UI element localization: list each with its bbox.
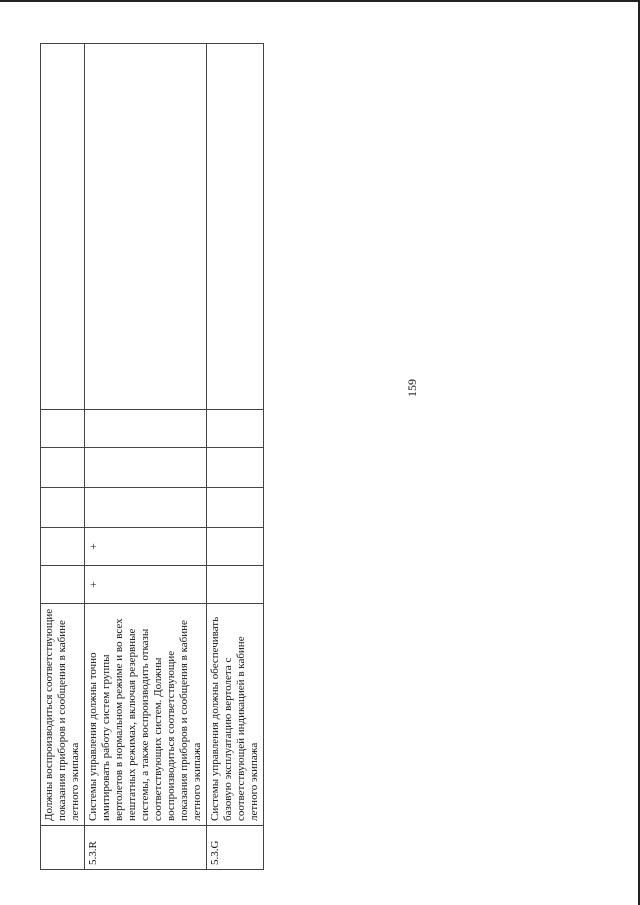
mark-cell [207,528,264,566]
requirements-table [40,43,264,870]
table-row [85,44,207,870]
mark-cell [85,410,207,448]
mark-cell [41,448,85,488]
row-text-cell: Должны воспроизводиться соответствующие показания приборов и сообщения в кабине летного экипажа [41,604,85,826]
row-text-cell: Системы управления должны обеспечивать базовую эксплуатацию вертолета с соответствующей индикацией в кабине летного экипажа [207,604,264,826]
notes-cell [207,44,264,410]
mark-value: + [86,581,100,588]
table-row [207,44,264,870]
notes-cell [41,44,85,410]
mark-cell [41,488,85,528]
row-text-cell: Системы управления должны точно имитировать работу систем группы вертолетов в нормальном режиме и во всех нештатных режимах, включая резервные системы, а также воспроизводить отказы соответствующих систем. Должны воспроизводиться соответствующие показания приборов и сообщения в кабине летного экипажа [85,604,207,826]
mark-cell [207,566,264,604]
mark-cell [41,410,85,448]
mark-cell [207,410,264,448]
mark-cell [85,528,207,566]
table-row [41,44,85,870]
page-top-edge [0,0,640,2]
mark-cell [85,566,207,604]
mark-cell [85,448,207,488]
row-id-cell: 5.3.R [85,826,207,870]
mark-cell [207,448,264,488]
row-id-cell [41,826,85,870]
page-number: 159 [405,379,419,397]
mark-cell [41,566,85,604]
row-id-cell: 5.3.G [207,826,264,870]
mark-cell [85,488,207,528]
mark-value: + [86,543,100,550]
mark-cell [41,528,85,566]
mark-cell [207,488,264,528]
rotated-page-content [40,44,260,870]
notes-cell [85,44,207,410]
